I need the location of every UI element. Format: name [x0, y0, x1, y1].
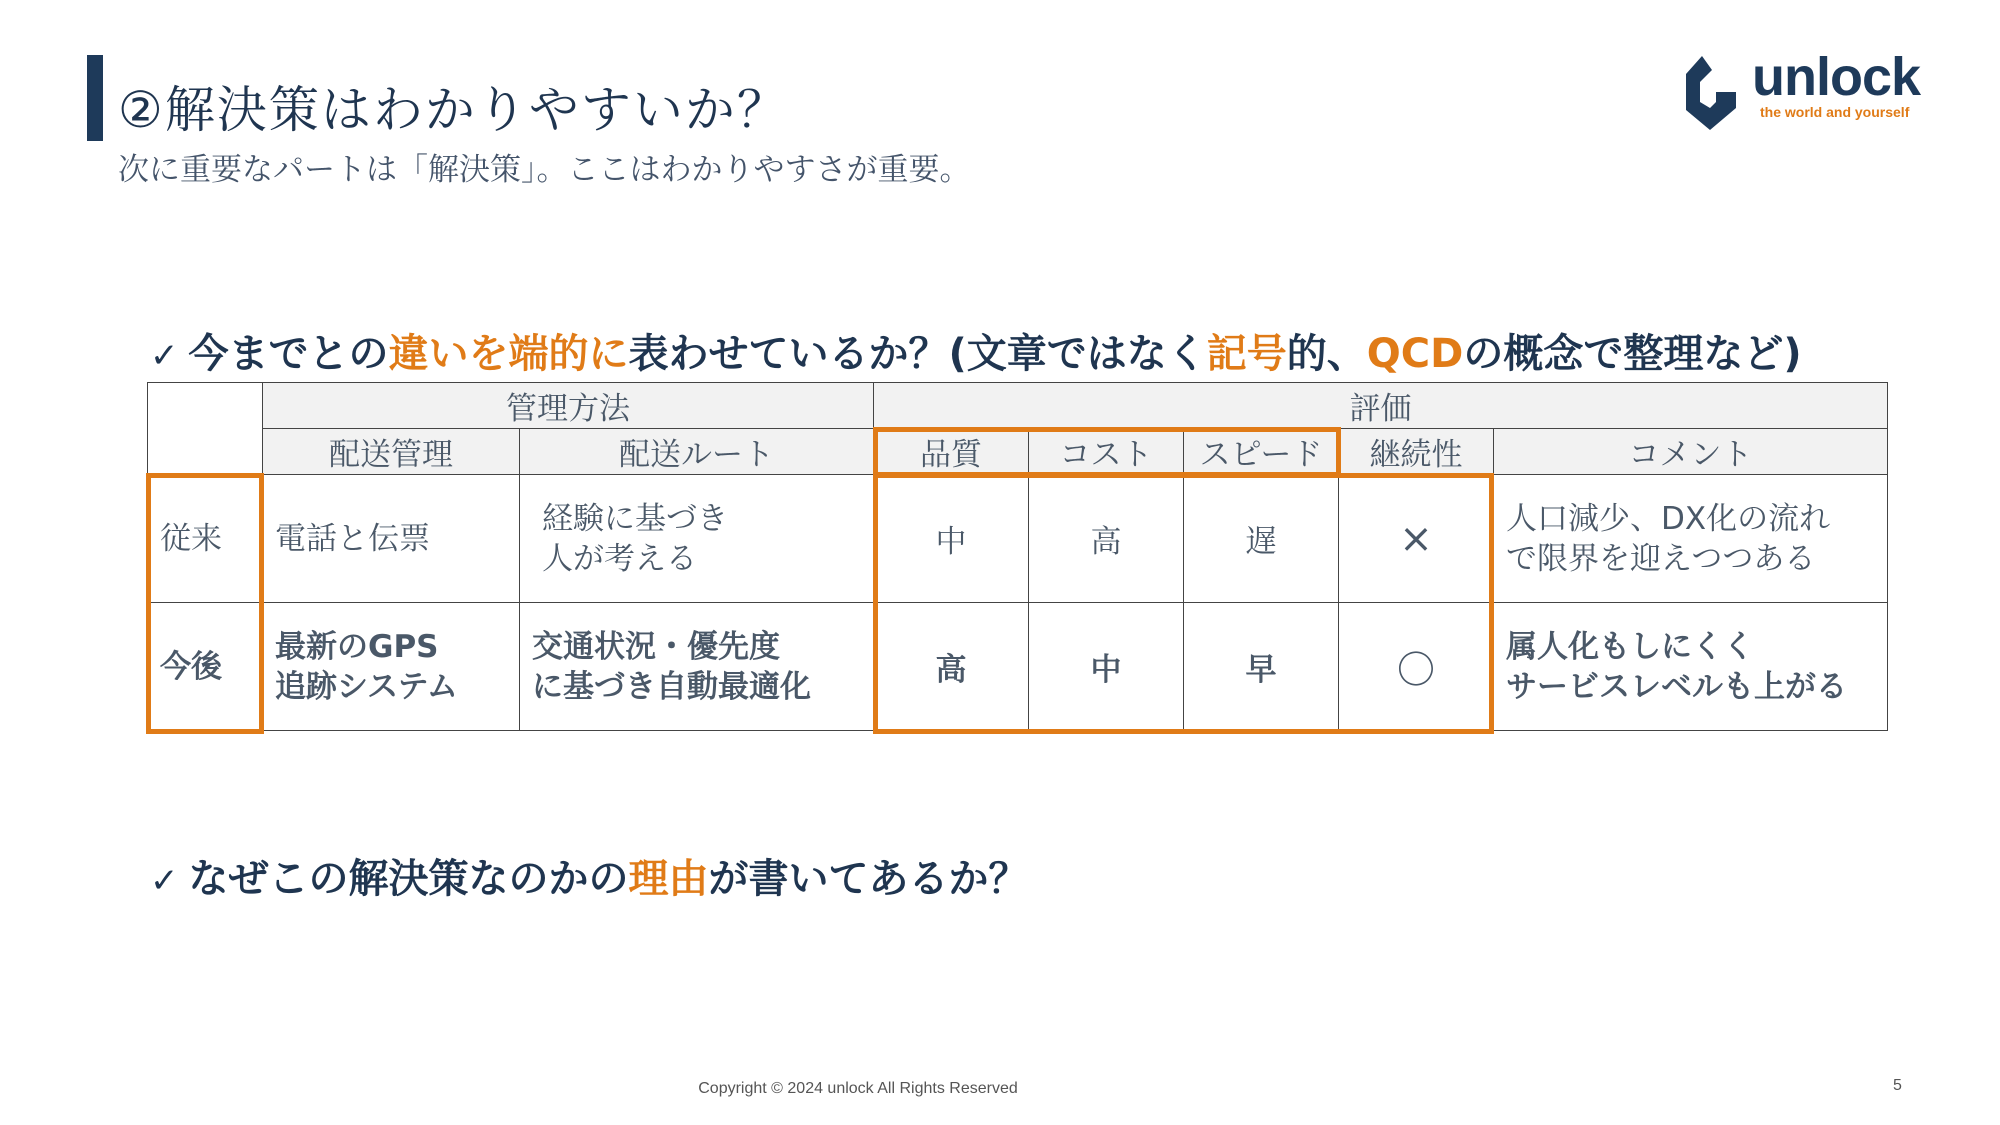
cell-cost: 高	[1029, 475, 1184, 603]
column-header: コメント	[1494, 429, 1888, 475]
cell-line: 追跡システム	[275, 668, 458, 705]
check1-highlight-c: QCD	[1366, 331, 1464, 377]
cell-continuity: ×	[1339, 475, 1494, 603]
cell-line: 人口減少、DX化の流れ	[1506, 500, 1831, 537]
check-mark-icon: ✓	[150, 861, 179, 901]
cell-line: に基づき自動最適化	[532, 668, 811, 705]
checkpoint-1	[150, 322, 1802, 379]
check1-highlight-b: 記号	[1206, 331, 1287, 377]
check2-text-a: なぜこの解決策なのかの	[188, 856, 629, 902]
cell-route	[520, 603, 874, 731]
group-header-method: 管理方法	[263, 383, 874, 429]
cell-comment	[1494, 475, 1888, 603]
check1-text-a: 今までとの	[188, 331, 389, 377]
check2-highlight: 理由	[628, 856, 709, 902]
cell-line: サービスレベルも上がる	[1506, 668, 1847, 705]
page-number: 5	[1893, 1077, 1902, 1094]
cell-cost: 中	[1029, 603, 1184, 731]
highlight-box-row-labels	[146, 473, 264, 734]
cell-route	[520, 475, 874, 603]
cell-line: で限界を迎えつつある	[1506, 540, 1816, 577]
cell-speed: 遅	[1184, 475, 1339, 603]
cell-line: 人が考える	[542, 540, 697, 577]
logo-wordmark: unlock	[1752, 47, 1921, 107]
cell-delivery-mgmt	[263, 603, 520, 731]
cell-line: 最新のGPS	[275, 628, 439, 665]
check2-text-b: が書いてあるか？	[708, 856, 1029, 902]
cell-line: 属人化もしにくく	[1506, 628, 1754, 665]
column-header: スピード	[1184, 429, 1339, 475]
page-title: ②解決策はわかりやすいか？	[118, 81, 789, 139]
check-mark-icon: ✓	[150, 336, 179, 376]
cell-quality: 中	[874, 475, 1029, 603]
unlock-logo-mark-icon	[1680, 52, 1740, 132]
corner-cell	[148, 383, 263, 475]
checkpoint-2	[150, 847, 1029, 904]
cell-delivery-mgmt	[263, 475, 520, 603]
column-header: 配送管理	[263, 429, 520, 475]
title-accent-bar	[87, 55, 103, 141]
column-header: 品質	[874, 429, 1029, 475]
row-label: 今後	[148, 603, 263, 731]
column-header: 継続性	[1339, 429, 1494, 475]
row-label: 従来	[148, 475, 263, 603]
cell-line: 交通状況・優先度	[532, 628, 780, 665]
cell-continuity: 〇	[1339, 603, 1494, 731]
cell-speed: 早	[1184, 603, 1339, 731]
check1-text-c: 的、	[1286, 331, 1367, 377]
cell-line: 経験に基づき	[542, 500, 728, 537]
cell-quality: 高	[874, 603, 1029, 731]
cell-comment	[1494, 603, 1888, 731]
group-header-evaluation: 評価	[874, 383, 1888, 429]
logo-tagline: the world and yourself	[1760, 104, 1910, 120]
cell-line: 電話と伝票	[275, 520, 430, 557]
unlock-logo	[1680, 47, 1930, 132]
column-header: コスト	[1029, 429, 1184, 475]
check1-highlight-a: 違いを端的に	[388, 331, 629, 377]
highlight-box-evaluation-cells	[873, 473, 1494, 734]
check1-text-d: の概念で整理など)	[1463, 331, 1802, 377]
check1-text-b: 表わせているか？(文章ではなく	[628, 331, 1207, 377]
highlight-box-qcd-headers	[873, 427, 1341, 477]
page-subtitle: 次に重要なパートは「解決策」。ここはわかりやすさが重要。	[118, 152, 971, 188]
column-header: 配送ルート	[520, 429, 874, 475]
copyright: Copyright © 2024 unlock All Rights Reserved	[698, 1080, 1018, 1097]
